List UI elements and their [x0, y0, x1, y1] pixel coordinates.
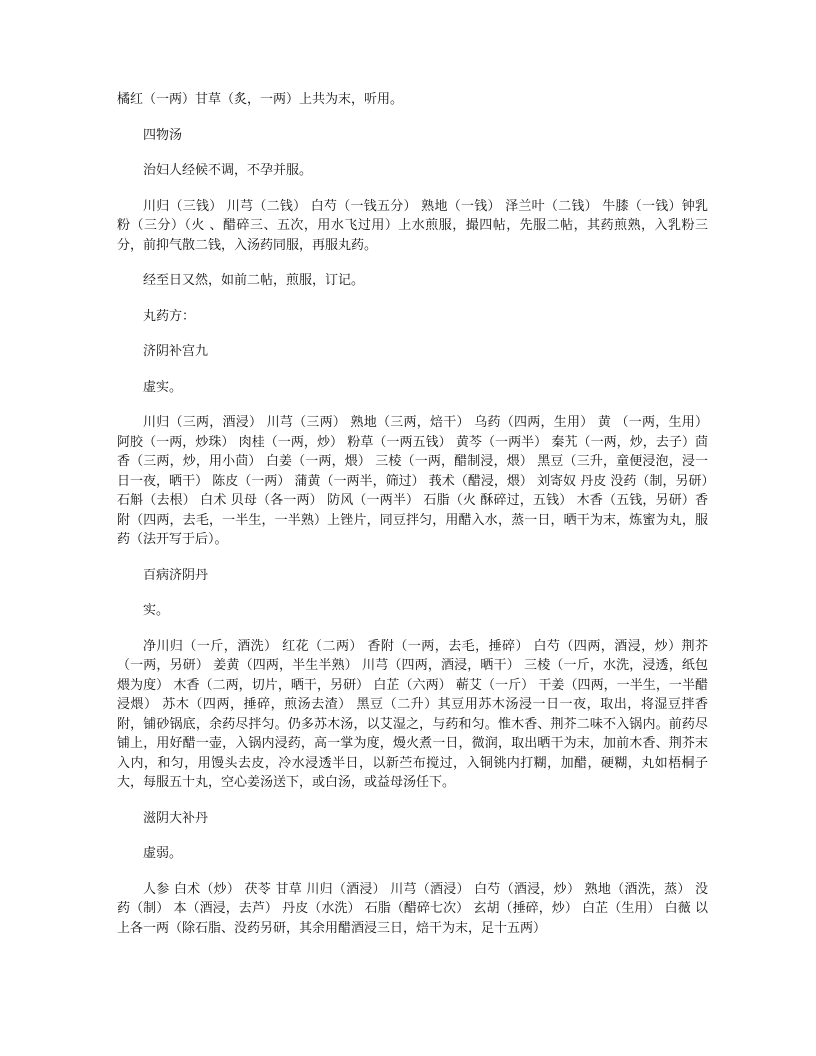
- paragraph-12: 净川归（一斤，酒洗） 红花（二两） 香附（一两，去毛，捶碎） 白芍（四两，酒浸，炒）荆芥（一两，另研） 姜黄（四两，半生半熟） 川芎（四两，酒浸，晒干） 三棱（一斤，水洗，浸透，纸包煨为度） 木香（二两，切片，晒干，另研） 白芷（六两） 蕲艾（一斤） 干姜（四两，一半生，一半醋浸煨） 苏木（四两，捶碎，煎汤去渣） 黑豆（二升）其豆用苏木汤浸一日一夜，取出，将湿豆拌香附，铺砂锅底，余药尽拌匀。仍多苏木汤，以艾湿之，与药和匀。惟木香、荆芥二味不入锅内。前药尽铺上，用好醋一壶，入锅内浸药，高一掌为度，熳火煮一日，微润，取出晒干为末，加前木香、荆芥末入内，和匀，用馒头去皮，冷水浸透半日，以新苎布搅过，入铜铫内打糊，加醋，硬糊，丸如梧桐子大，每服五十丸，空心姜汤送下，或白汤，或益母汤任下。: [117, 638, 708, 790]
- paragraph-9: 川归（三两，酒浸） 川芎（三两） 熟地（三两，焙干） 乌药（四两，生用） 黄 （一两，生用）阿胶（一两，炒珠） 肉桂（一两，炒） 粉草（一两五钱） 黄芩（一两半） 秦艽（一两，炒，去子）茴香（三两，炒，用小茴） 白姜（一两，煨） 三棱（一两，醋制浸，煨） 黑豆（三升，童便浸泡，浸一日一夜，晒干） 陈皮（一两） 蒲黄（一两半，筛过） 莪术（醋浸，煨） 刘寄奴 丹皮 没药（制，另研）石斛（去根） 白术 贝母（各一两） 防风（一两半） 石脂（火 酥碎过，五钱） 木香（五钱，另研）香附（四两，去毛，一半生，一半熟）上锉片，同豆拌匀，用醋入水，蒸一日，晒干为末，炼蜜为丸，服药（法开写于后）。: [117, 415, 708, 547]
- heading-siwu-tang: 四物汤: [143, 127, 183, 143]
- paragraph-4: 川归（三钱） 川芎（二钱） 白芍（一钱五分） 熟地（一钱） 泽兰叶（二钱） 牛膝（一钱）钟乳粉（三分）（火 、醋碎三、五次，用水飞过用）上水煎服，撮四帖，先服二帖，其药煎熟，入乳粉三分，前抑气散二钱，入汤药同服，再服丸药。: [117, 198, 708, 253]
- heading-baibing-jiyin-dan: 百病济阴丹: [143, 567, 209, 583]
- paragraph-14: 虚弱。: [143, 846, 183, 861]
- heading-ziyin-dabu-dan: 滋阴大补丹: [143, 810, 209, 826]
- paragraph-1: 橘红（一两）甘草（炙，一两）上共为末，听用。: [117, 92, 404, 107]
- paragraph-3: 治妇人经候不调，不孕并服。: [143, 163, 313, 178]
- heading-wan-yao-fang: 丸药方：: [143, 308, 196, 324]
- paragraph-15: 人参 白术（炒） 茯苓 甘草 川归（酒浸） 川芎（酒浸） 白芍（酒浸，炒） 熟地（酒洗，蒸） 没药（制） 本（酒浸，去芦） 丹皮（水洗） 石脂（醋碎七次） 玄胡（捶碎，炒） 白芷（生用） 白薇 以上各一两（除石脂、没药另研，其余用醋酒浸三日，焙干为末，足十五两）: [117, 881, 708, 936]
- paragraph-11: 实。: [143, 603, 170, 618]
- paragraph-5: 经至日又然，如前二帖，煎服，订记。: [143, 273, 365, 288]
- paragraph-8: 虚实。: [143, 379, 183, 395]
- heading-jiyin-bugong-wan: 济阴补宫九: [143, 344, 209, 359]
